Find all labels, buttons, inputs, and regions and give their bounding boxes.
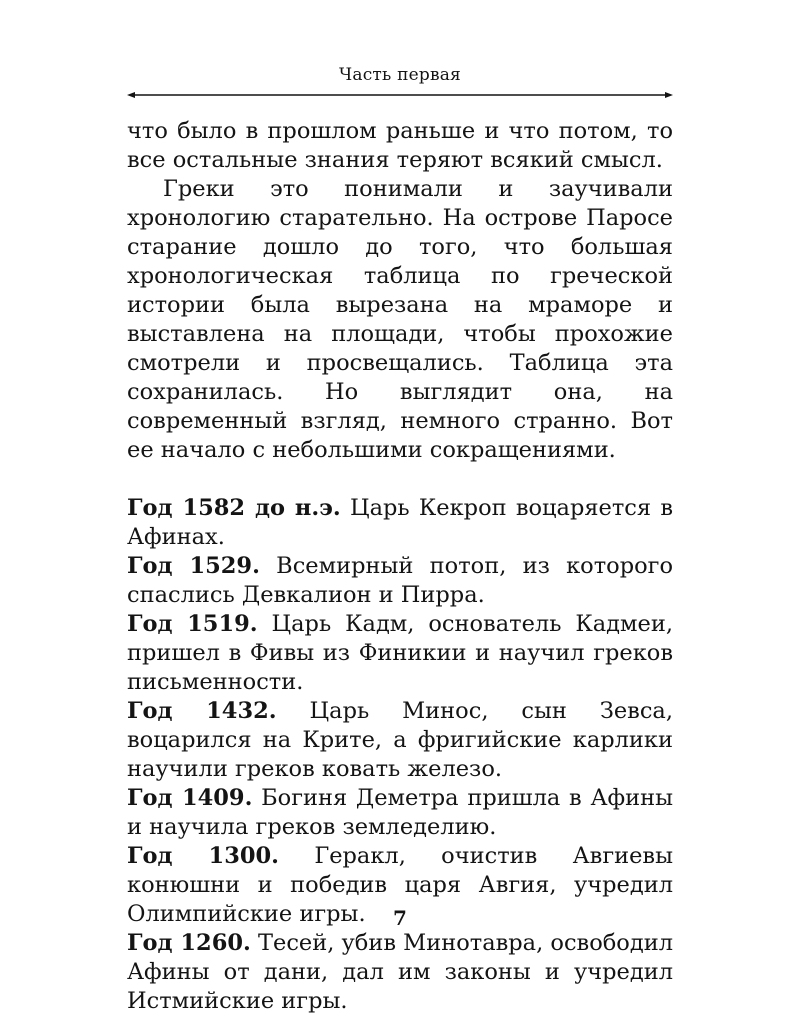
page-number: 7 — [393, 906, 407, 930]
entry-year: Год 1582 до н.э. — [127, 495, 341, 521]
paragraph-main: Греки это понимали и заучивали хронологию старательно. На острове Паросе старание дошло до того, что большая хронологическая таблица по греческой истории была вырезана на мраморе и выставлена на площади, чтобы прохожие смотрели и просвещались. Таблица эта сохранилась. Но выглядит она, на современный взгляд, немного странно. Вот ее начало с небольшими сокращениями. — [127, 176, 673, 463]
entry-year: Год 1432. — [127, 698, 277, 724]
entry-year: Год 1529. — [127, 553, 260, 579]
header-rule — [127, 89, 673, 101]
chronology-entry — [127, 494, 673, 552]
entry-year: Год 1300. — [127, 843, 279, 869]
entry-text: Царь Минос, сын Зевса, воцарился на Крите, а фригийские карлики научили греков ковать железо. — [127, 698, 673, 782]
entry-text: Тесей, убив Минотавра, освободил Афины от дани, дал им законы и учредил Истмийские игры. — [127, 930, 673, 1014]
paragraph-continued: что было в прошлом раньше и что потом, то все остальные знания теряют всякий смысл. — [127, 118, 673, 173]
section-gap — [127, 465, 673, 494]
header-rule-line — [127, 89, 673, 101]
chronology-entry — [127, 610, 673, 697]
entry-year: Год 1519. — [127, 611, 258, 637]
entry-text: Царь Кекроп воцаряется в Афинах. — [127, 495, 673, 550]
running-head-title: Часть первая — [339, 65, 461, 85]
entry-year: Год 1260. — [127, 930, 251, 956]
chronology-entry — [127, 929, 673, 1016]
body-text — [127, 117, 673, 1016]
entry-text: Богиня Деметра пришла в Афины и научила греков земледелию. — [127, 785, 674, 840]
chronology-entry — [127, 784, 673, 842]
entry-year: Год 1409. — [127, 785, 253, 811]
entry-text: Царь Кадм, основатель Кадмеи, пришел в Фивы из Финикии и научил греков письменности. — [127, 611, 673, 695]
chronology-entry — [127, 697, 673, 784]
entry-text: Всемирный потоп, из которого спаслись Девкалион и Пирра. — [127, 553, 673, 608]
chronology-entry — [127, 552, 673, 610]
entry-text: Геракл, очистив Авгиевы конюшни и победив царя Авгия, учредил Олимпийские игры. — [127, 843, 673, 927]
